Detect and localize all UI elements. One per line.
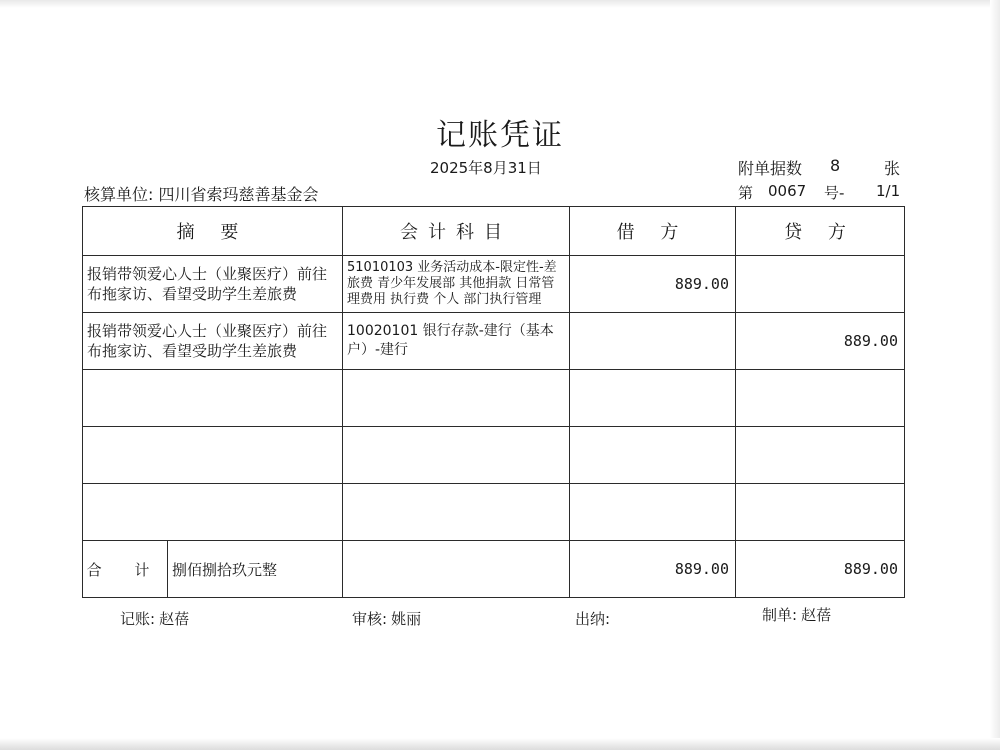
total-credit: 889.00 <box>736 541 905 598</box>
table-row <box>83 370 905 427</box>
table-row <box>83 427 905 484</box>
row-credit <box>736 370 905 427</box>
reviewer-name: 姚丽 <box>391 610 422 628</box>
voucher-number-prefix: 第 <box>738 184 754 202</box>
scan-edge <box>0 0 1000 8</box>
signoff-reviewer <box>352 608 421 629</box>
row-debit <box>570 484 736 541</box>
total-row <box>83 541 905 598</box>
row-credit: 889.00 <box>736 313 905 370</box>
document-title: 记账凭证 <box>436 118 564 153</box>
attachments-unit: 张 <box>884 159 901 178</box>
bookkeeper-label: 记账: <box>120 610 156 628</box>
attachments-number: 8 <box>830 156 841 175</box>
preparer-name: 赵蓓 <box>801 606 832 624</box>
row-account <box>343 370 570 427</box>
total-label: 合 计 <box>83 541 168 597</box>
header-credit: 贷 方 <box>736 207 905 256</box>
organization <box>84 182 319 205</box>
row-summary: 报销带领爱心人士（业聚医疗）前往布拖家访、看望受助学生差旅费 <box>83 256 343 313</box>
reviewer-label: 审核: <box>352 610 388 628</box>
row-account: 10020101 银行存款-建行（基本户）-建行 <box>343 313 570 370</box>
voucher-page: 1/1 <box>876 182 901 200</box>
row-account: 51010103 业务活动成本-限定性-差旅费 青少年发展部 其他捐款 日常管理费用 执行费 个人 部门执行管理 <box>343 256 570 313</box>
row-account <box>343 427 570 484</box>
total-account-cell <box>343 541 570 598</box>
row-credit <box>736 256 905 313</box>
voucher-number-suffix: 号- <box>824 184 845 202</box>
cashier-label: 出纳: <box>575 610 611 628</box>
table-row <box>83 484 905 541</box>
voucher-table <box>82 206 905 598</box>
row-summary: 报销带领爱心人士（业聚医疗）前往布拖家访、看望受助学生差旅费 <box>83 313 343 370</box>
row-summary <box>83 484 343 541</box>
bookkeeper-name: 赵蓓 <box>159 610 190 628</box>
scan-edge <box>0 738 1000 750</box>
table-row <box>83 313 905 370</box>
voucher-date: 2025年8月31日 <box>430 159 542 177</box>
row-debit <box>570 427 736 484</box>
row-summary <box>83 427 343 484</box>
row-credit <box>736 484 905 541</box>
header-debit: 借 方 <box>570 207 736 256</box>
signoff-bookkeeper <box>120 608 189 629</box>
preparer-label: 制单: <box>762 606 798 624</box>
signoff-preparer <box>762 604 831 625</box>
total-amount-in-words: 捌佰捌拾玖元整 <box>172 560 278 579</box>
row-debit <box>570 313 736 370</box>
signoff-cashier <box>575 608 614 629</box>
table-header-row <box>83 207 905 256</box>
header-summary: 摘 要 <box>83 207 343 256</box>
total-label-cell <box>83 541 343 598</box>
row-summary <box>83 370 343 427</box>
row-debit <box>570 370 736 427</box>
organization-label: 核算单位: <box>84 185 154 204</box>
header-account: 会计科目 <box>343 207 570 256</box>
voucher-number-value: 0067 <box>768 182 807 200</box>
row-debit: 889.00 <box>570 256 736 313</box>
table-row <box>83 256 905 313</box>
total-debit: 889.00 <box>570 541 736 598</box>
attachments-label: 附单据数 <box>738 159 803 178</box>
row-credit <box>736 427 905 484</box>
row-account <box>343 484 570 541</box>
organization-name: 四川省索玛慈善基金会 <box>158 185 319 204</box>
